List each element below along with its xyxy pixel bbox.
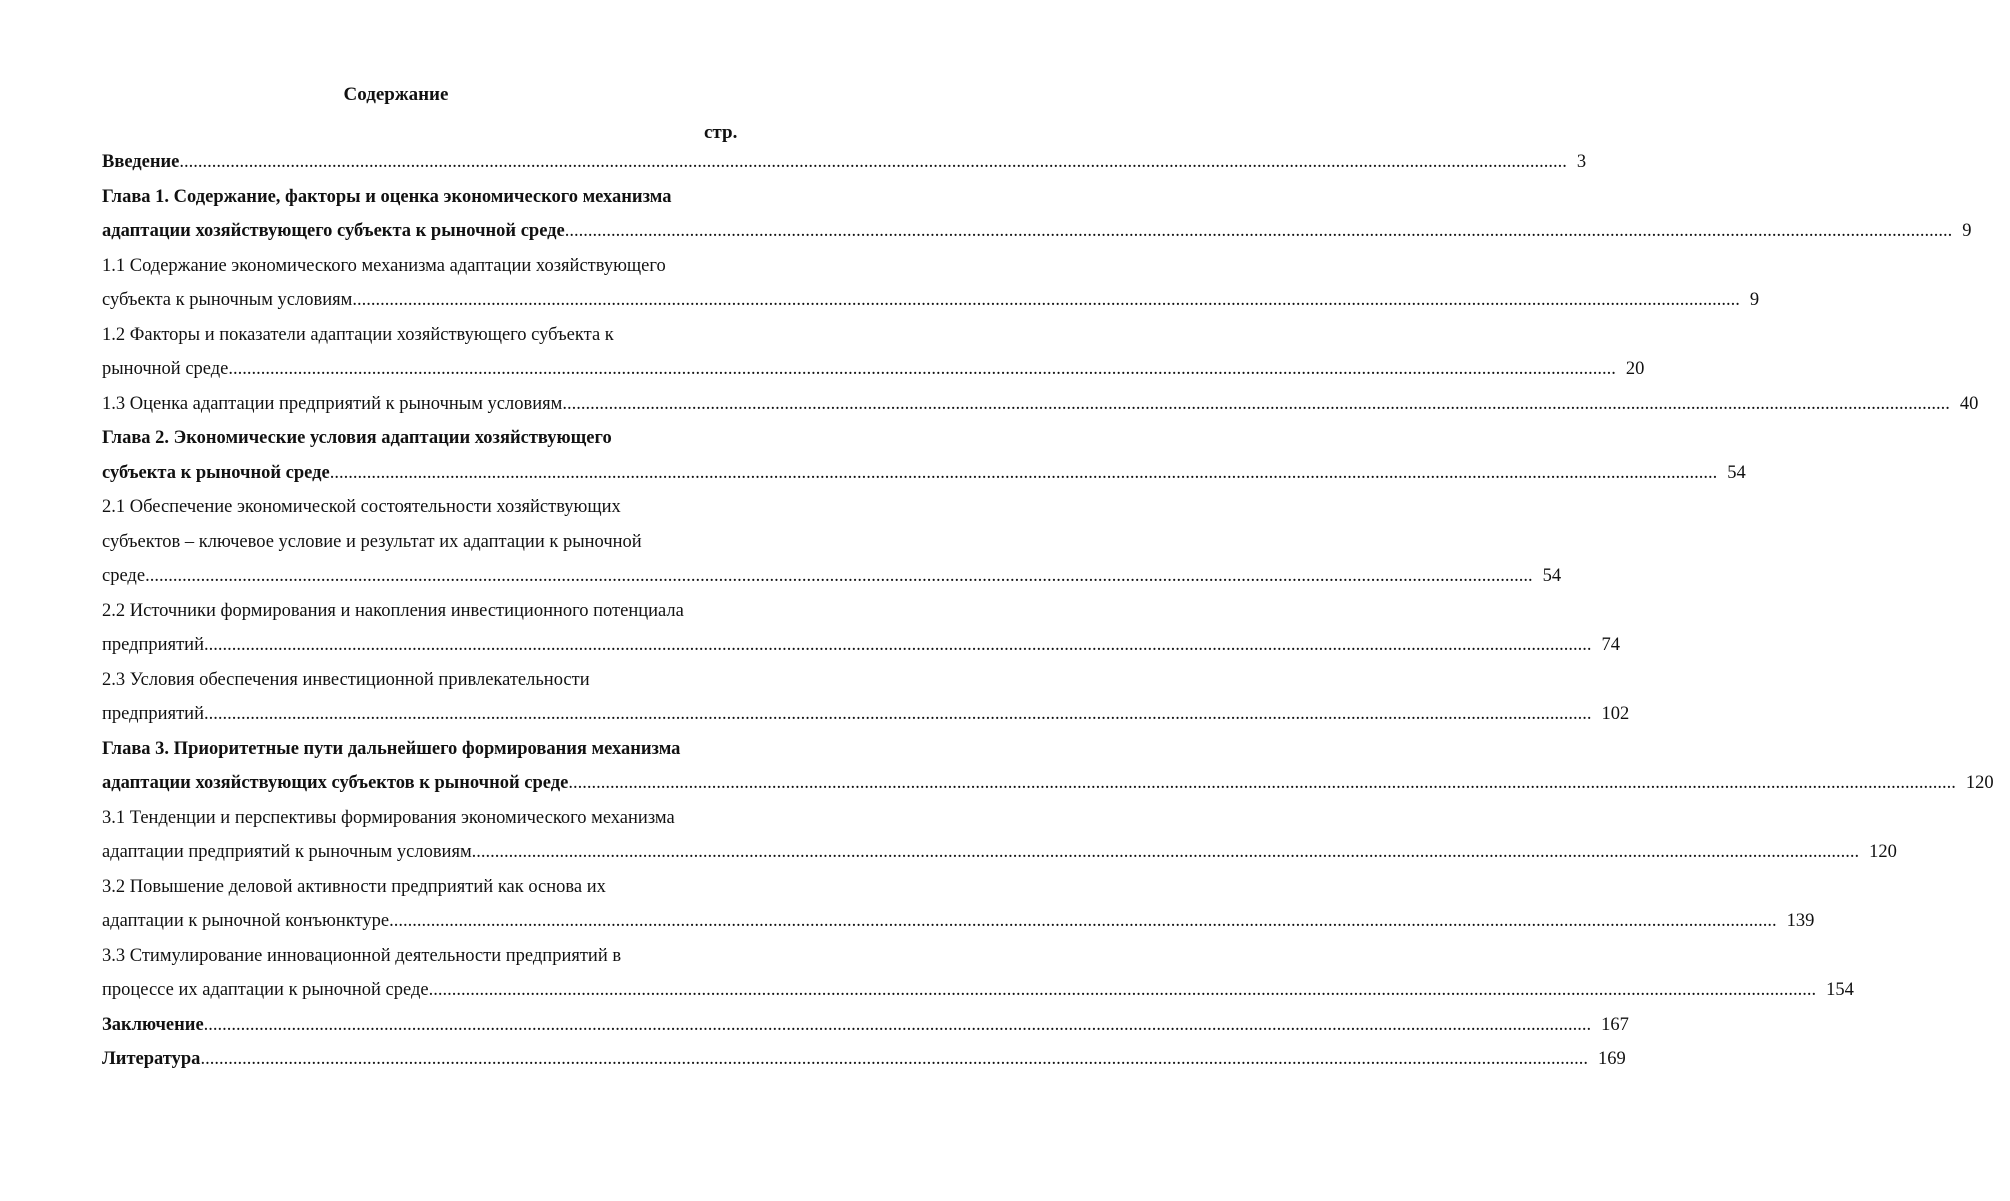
toc-entry-title: адаптации хозяйствующего субъекта к рыночной среде — [102, 221, 565, 241]
toc-entry-last-line — [102, 977, 1854, 1012]
toc-entry[interactable] — [102, 1046, 1626, 1081]
toc-page-number: 54 — [1727, 462, 1746, 483]
toc-entry-last-line — [102, 391, 1979, 426]
toc-page-number: 169 — [1597, 1049, 1626, 1069]
toc-entry-last-line — [102, 563, 1562, 598]
toc-entry-last-line — [102, 356, 1645, 391]
toc-entry-line: 3.3 Стимулирование инновационной деятельности предприятий в — [102, 945, 622, 966]
toc-entry-line: 2.1 Обеспечение экономической состоятельности хозяйствующих — [102, 497, 621, 517]
toc-page-number: 139 — [1786, 911, 1815, 931]
toc-entry-title: предприятий — [102, 635, 204, 655]
dot-leader: ............................................................................................................................................................................................................................................................................................................ — [389, 911, 1777, 931]
toc-entry[interactable] — [102, 943, 1854, 1012]
pages-column-label: стр. — [704, 122, 738, 143]
toc-entry-title: субъекта к рыночной среде — [102, 462, 330, 483]
toc-entry-last-line — [102, 632, 1620, 667]
dot-leader: ............................................................................................................................................................................................................................................................................................................ — [568, 773, 1956, 793]
dot-leader: ............................................................................................................................................................................................................................................................................................................ — [428, 980, 1817, 1000]
dot-leader: ............................................................................................................................................................................................................................................................................................................ — [203, 1014, 1592, 1035]
toc-entry[interactable] — [102, 322, 1645, 391]
dot-leader: ............................................................................................................................................................................................................................................................................................................ — [471, 842, 1860, 862]
dot-leader: ............................................................................................................................................................................................................................................................................................................ — [200, 1049, 1588, 1069]
dot-leader: ............................................................................................................................................................................................................................................................................................................ — [562, 393, 1950, 414]
table-of-contents — [102, 149, 1994, 1081]
toc-entry[interactable] — [102, 494, 1562, 598]
toc-entry-last-line — [102, 908, 1815, 943]
toc-entry-last-line — [102, 701, 1630, 736]
toc-entry-line: Глава 3. Приоритетные пути дальнейшего формирования механизма — [102, 738, 681, 759]
toc-page-number: 9 — [1962, 221, 1972, 241]
toc-entry[interactable] — [102, 874, 1815, 943]
toc-entry[interactable] — [102, 425, 1746, 494]
toc-entry-line: 2.2 Источники формирования и накопления инвестиционного потенциала — [102, 600, 684, 621]
toc-entry[interactable] — [102, 667, 1630, 736]
toc-page-number: 74 — [1601, 635, 1620, 655]
toc-entry-last-line — [102, 1012, 1629, 1047]
toc-entry-line: 1.1 Содержание экономического механизма адаптации хозяйствующего — [102, 255, 666, 276]
toc-entry-last-line — [102, 149, 1587, 184]
dot-leader: ............................................................................................................................................................................................................................................................................................................ — [228, 359, 1616, 379]
toc-entry-last-line — [102, 218, 1972, 253]
toc-page-number: 40 — [1959, 393, 1979, 414]
toc-entry-last-line — [102, 1046, 1626, 1081]
toc-entry-title: адаптации к рыночной конъюнктуре — [102, 911, 390, 931]
dot-leader: ............................................................................................................................................................................................................................................................................................................ — [203, 704, 1592, 724]
toc-page-number: 20 — [1625, 359, 1645, 379]
dot-leader: ............................................................................................................................................................................................................................................................................................................ — [564, 221, 1953, 241]
toc-entry-last-line — [102, 287, 1760, 322]
toc-entry[interactable] — [102, 184, 1972, 253]
toc-entry-title: процессе их адаптации к рыночной среде — [102, 980, 429, 1000]
toc-page-number: 120 — [1869, 842, 1897, 862]
toc-entry-title: адаптации хозяйствующих субъектов к рыночной среде — [102, 773, 569, 793]
toc-entry-last-line — [102, 839, 1897, 874]
toc-entry-line: Глава 2. Экономические условия адаптации хозяйствующего — [102, 428, 612, 448]
toc-entry[interactable] — [102, 391, 1979, 426]
toc-entry-line: 1.2 Факторы и показатели адаптации хозяйствующего субъекта к — [102, 324, 614, 345]
toc-entry-last-line — [102, 770, 1994, 805]
toc-page-number: 167 — [1601, 1014, 1629, 1035]
toc-entry-title: предприятий — [102, 704, 204, 724]
toc-page-number: 102 — [1601, 704, 1630, 724]
toc-entry[interactable] — [102, 149, 1587, 184]
toc-entry-line: Глава 1. Содержание, факторы и оценка экономического механизма — [102, 186, 672, 207]
toc-entry-title: Введение — [102, 152, 180, 172]
page-title: Содержание — [343, 84, 449, 105]
dot-leader: ............................................................................................................................................................................................................................................................................................................ — [329, 462, 1718, 483]
toc-entry[interactable] — [102, 253, 1760, 322]
toc-page-number: 154 — [1826, 980, 1854, 1000]
toc-entry-line: 2.3 Условия обеспечения инвестиционной привлекательности — [102, 669, 590, 690]
toc-entry[interactable] — [102, 1012, 1629, 1047]
toc-page-number: 9 — [1749, 290, 1760, 310]
toc-entry-title: адаптации предприятий к рыночным условиям — [102, 842, 472, 862]
toc-entry-line: 3.2 Повышение деловой активности предприятий как основа их — [102, 876, 606, 897]
toc-entry[interactable] — [102, 598, 1620, 667]
toc-entry-last-line — [102, 460, 1746, 495]
dot-leader: ............................................................................................................................................................................................................................................................................................................ — [179, 152, 1567, 172]
dot-leader: ............................................................................................................................................................................................................................................................................................................ — [145, 566, 1533, 586]
dot-leader: ............................................................................................................................................................................................................................................................................................................ — [352, 290, 1740, 310]
toc-entry-title: рыночной среде — [102, 359, 229, 379]
toc-entry[interactable] — [102, 805, 1897, 874]
toc-entry-title: Литература — [102, 1049, 201, 1069]
toc-entry-line: субъектов – ключевое условие и результат их адаптации к рыночной — [102, 531, 642, 552]
dot-leader: ............................................................................................................................................................................................................................................................................................................ — [203, 635, 1592, 655]
toc-entry-title: 1.3 Оценка адаптации предприятий к рыночным условиям — [102, 393, 563, 414]
toc-entry-line: 3.1 Тенденции и перспективы формирования экономического механизма — [102, 807, 675, 828]
toc-entry-title: Заключение — [102, 1014, 204, 1035]
toc-page-number: 120 — [1965, 773, 1994, 793]
toc-page-number: 54 — [1542, 566, 1562, 586]
toc-entry[interactable] — [102, 736, 1994, 805]
toc-entry-title: субъекта к рыночным условиям — [102, 290, 353, 310]
toc-page-number: 3 — [1576, 152, 1587, 172]
toc-entry-title: среде — [102, 566, 146, 586]
